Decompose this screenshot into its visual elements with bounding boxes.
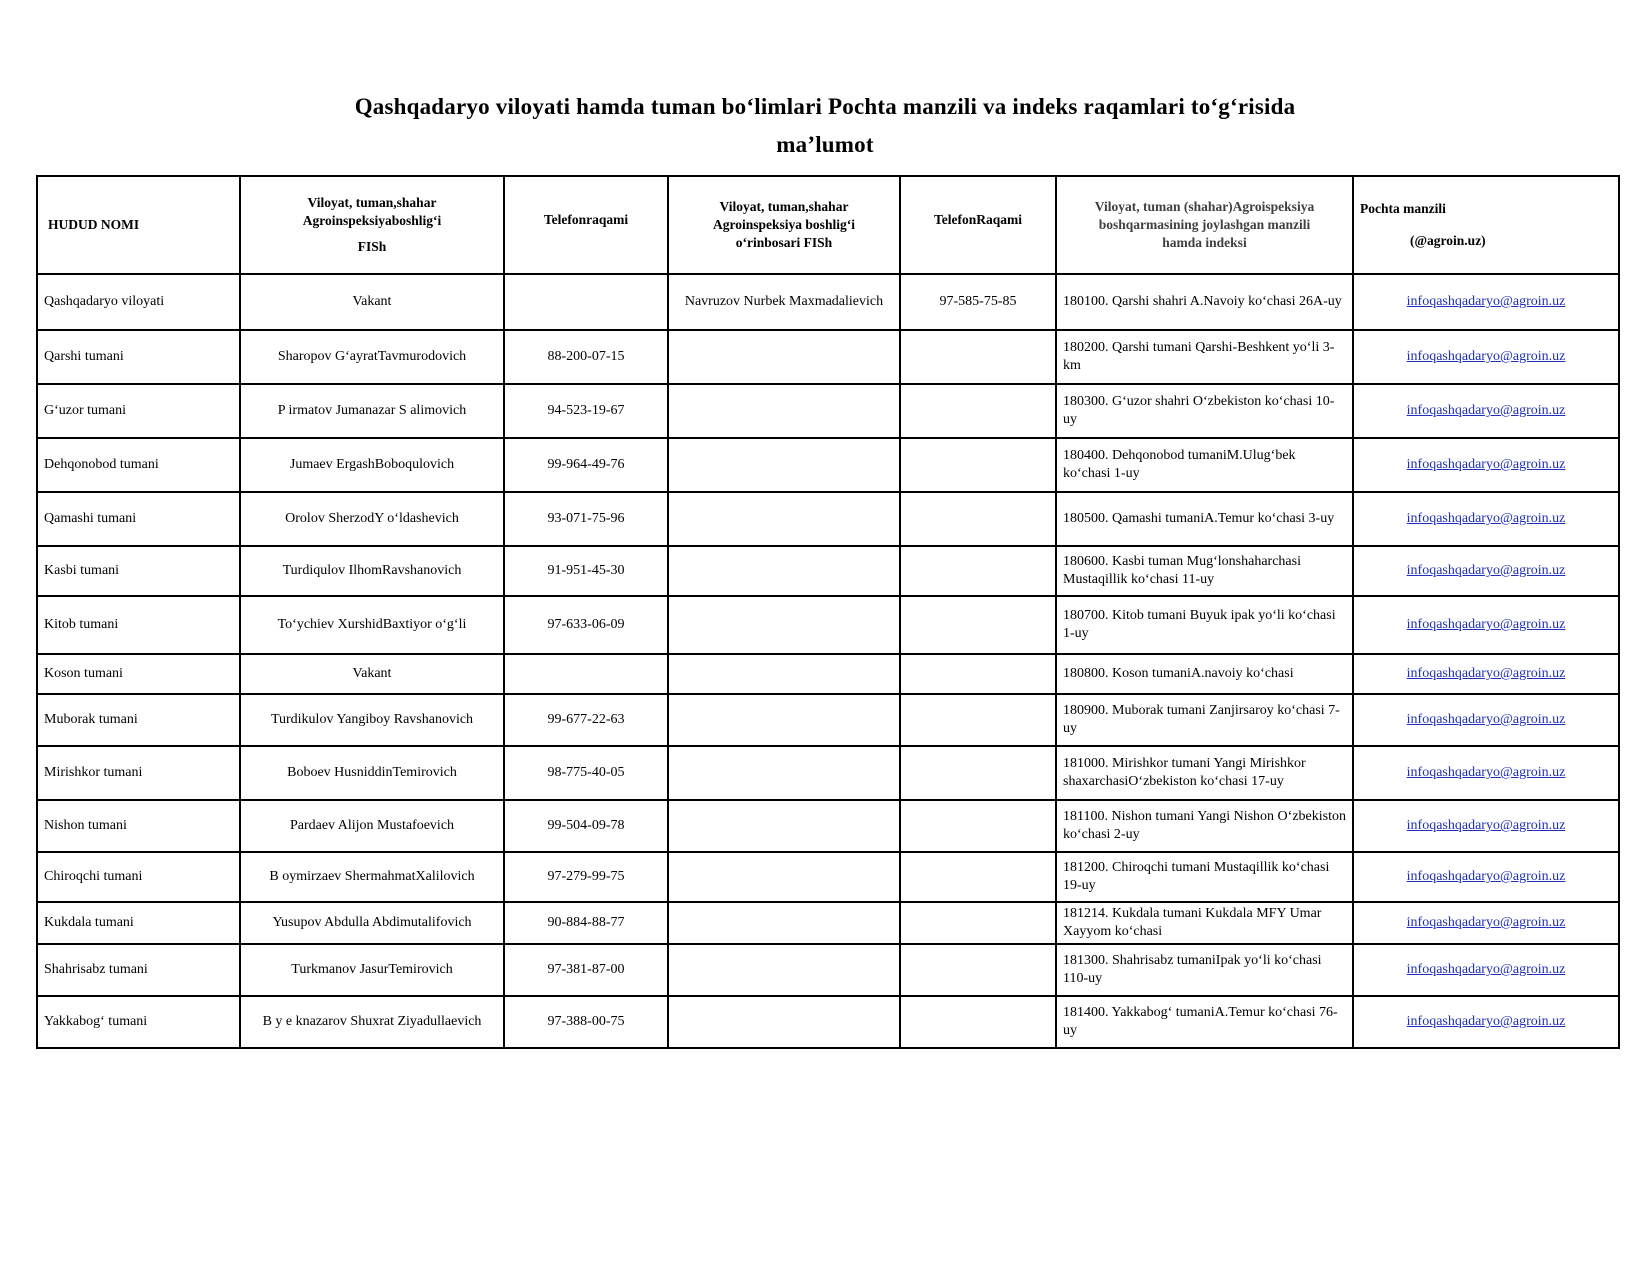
cell-deputy-name-text: Navruzov Nurbek Maxmadalievich [684, 294, 884, 309]
email-link[interactable]: infoqashqadaryo@agroin.uz [1406, 511, 1566, 526]
email-link[interactable]: infoqashqadaryo@agroin.uz [1406, 457, 1566, 472]
cell-phone-text: 97-381-87-00 [547, 962, 625, 977]
cell-address-text: 180400. Dehqonobod tumaniM.Ulugʻbek koʻchasi 1-uy [1063, 448, 1296, 481]
cell-head-name-text: Yusupov Abdulla Abdimutalifovich [272, 915, 472, 930]
table-row [37, 996, 1619, 1048]
cell-region [37, 800, 240, 852]
cell-head-name-text: B y e knazarov Shuxrat Ziyadullaevich [262, 1014, 482, 1029]
cell-head-name-text: Turkmanov JasurTemirovich [291, 962, 453, 977]
cell-head-name-text: Sharopov GʻayratTavmurodovich [277, 349, 467, 364]
email-link[interactable]: infoqashqadaryo@agroin.uz [1406, 349, 1566, 364]
cell-address [1056, 596, 1353, 654]
cell-head-name [240, 902, 504, 944]
cell-phone-text: 97-279-99-75 [547, 869, 625, 884]
cell-region-text: Nishon tumani [44, 818, 127, 833]
cell-email [1353, 902, 1619, 944]
cell-region [37, 330, 240, 384]
header-address: Viloyat, tuman (shahar)Agroispeksiya boshqarmasining joylashgan manzili hamda indeksi [1056, 176, 1353, 274]
cell-head-name [240, 800, 504, 852]
cell-phone-text: 99-964-49-76 [547, 457, 625, 472]
cell-phone [504, 546, 668, 596]
table-row [37, 492, 1619, 546]
cell-deputy-phone [900, 330, 1056, 384]
email-link[interactable]: infoqashqadaryo@agroin.uz [1406, 563, 1566, 578]
title-line-2: maʼlumot [776, 132, 874, 157]
cell-deputy-name [668, 596, 900, 654]
cell-phone-text: 98-775-40-05 [547, 765, 625, 780]
cell-deputy-phone [900, 800, 1056, 852]
cell-phone-text: 99-677-22-63 [547, 712, 625, 727]
table-row [37, 596, 1619, 654]
cell-region [37, 852, 240, 902]
cell-address-text: 180300. Gʻuzor shahri Oʻzbekiston koʻchasi 10-uy [1063, 394, 1335, 427]
cell-phone [504, 944, 668, 996]
cell-address [1056, 438, 1353, 492]
cell-region-text: Mirishkor tumani [44, 765, 143, 780]
cell-region [37, 746, 240, 800]
cell-phone-text: 94-523-19-67 [547, 403, 625, 418]
cell-region [37, 384, 240, 438]
cell-deputy-name [668, 438, 900, 492]
cell-phone [504, 596, 668, 654]
email-link[interactable]: infoqashqadaryo@agroin.uz [1406, 1014, 1566, 1029]
cell-deputy-phone [900, 852, 1056, 902]
cell-address-text: 180900. Muborak tumani Zanjirsaroy koʻchasi 7-uy [1063, 703, 1340, 736]
cell-deputy-name [668, 694, 900, 746]
cell-head-name-text: Boboev HusniddinTemirovich [287, 765, 457, 780]
cell-head-name-text: Jumaev ErgashBoboqulovich [289, 457, 455, 472]
cell-deputy-name [668, 492, 900, 546]
cell-head-name-text: P irmatov Jumanazar S alimovich [277, 403, 467, 418]
cell-region-text: Kukdala tumani [44, 915, 134, 930]
cell-address [1056, 330, 1353, 384]
cell-deputy-phone [900, 492, 1056, 546]
cell-email [1353, 800, 1619, 852]
cell-deputy-phone [900, 596, 1056, 654]
cell-address [1056, 944, 1353, 996]
cell-region [37, 654, 240, 694]
cell-address-text: 181000. Mirishkor tumani Yangi Mirishkor shaxarchasiOʻzbekiston koʻchasi 17-uy [1063, 756, 1306, 789]
header-mail: Pochta manzili (@agroin.uz) [1353, 176, 1619, 274]
cell-head-name [240, 944, 504, 996]
cell-region [37, 438, 240, 492]
cell-head-name [240, 694, 504, 746]
cell-region-text: Koson tumani [44, 666, 123, 681]
cell-email [1353, 546, 1619, 596]
email-link[interactable]: infoqashqadaryo@agroin.uz [1406, 712, 1566, 727]
cell-deputy-name [668, 654, 900, 694]
cell-head-name-text: Turdiqulov IlhomRavshanovich [282, 563, 462, 578]
cell-address-text: 180700. Kitob tumani Buyuk ipak yoʻli koʻchasi 1-uy [1063, 608, 1336, 641]
cell-phone-text: 90-884-88-77 [547, 915, 625, 930]
cell-region [37, 902, 240, 944]
cell-head-name [240, 852, 504, 902]
cell-region [37, 596, 240, 654]
title-line-1: Qashqadaryo viloyati hamda tuman boʻlimlari Pochta manzili va indeks raqamlari toʻgʻrisida [354, 94, 1296, 119]
cell-deputy-name [668, 944, 900, 996]
cell-address-text: 181400. Yakkabogʻ tumaniA.Temur koʻchasi 76-uy [1063, 1005, 1338, 1038]
email-link[interactable]: infoqashqadaryo@agroin.uz [1406, 765, 1566, 780]
cell-phone-text: 97-388-00-75 [547, 1014, 625, 1029]
cell-phone [504, 438, 668, 492]
cell-region [37, 546, 240, 596]
cell-head-name-text: Vakant [352, 294, 392, 309]
cell-email [1353, 438, 1619, 492]
cell-head-name [240, 596, 504, 654]
cell-address-text: 181100. Nishon tumani Yangi Nishon Oʻzbekiston koʻchasi 2-uy [1063, 809, 1346, 842]
cell-deputy-phone [900, 746, 1056, 800]
cell-phone [504, 996, 668, 1048]
cell-deputy-phone [900, 694, 1056, 746]
header-deputy-phone: TelefonRaqami [900, 176, 1056, 274]
table-row [37, 330, 1619, 384]
cell-address [1056, 654, 1353, 694]
cell-address-text: 180800. Koson tumaniA.navoiy koʻchasi [1063, 666, 1294, 681]
cell-phone [504, 330, 668, 384]
table-row [37, 944, 1619, 996]
cell-phone [504, 852, 668, 902]
cell-head-name [240, 996, 504, 1048]
cell-email [1353, 492, 1619, 546]
cell-head-name [240, 438, 504, 492]
cell-region [37, 274, 240, 330]
cell-head-name-text: Turdikulov Yangiboy Ravshanovich [270, 712, 474, 727]
cell-deputy-phone [900, 944, 1056, 996]
cell-head-name [240, 330, 504, 384]
cell-head-name-text: Vakant [352, 666, 392, 681]
cell-deputy-phone [900, 996, 1056, 1048]
cell-address-text: 180600. Kasbi tuman Mugʻlonshaharchasi Mustaqillik koʻchasi 11-uy [1063, 554, 1301, 587]
email-link[interactable]: infoqashqadaryo@agroin.uz [1406, 869, 1566, 884]
cell-email [1353, 852, 1619, 902]
cell-region [37, 694, 240, 746]
table-row [37, 694, 1619, 746]
cell-phone [504, 902, 668, 944]
cell-phone [504, 654, 668, 694]
table-row [37, 274, 1619, 330]
agroinspection-table [36, 175, 1620, 1049]
cell-phone [504, 274, 668, 330]
cell-deputy-name [668, 852, 900, 902]
cell-email [1353, 384, 1619, 438]
cell-address [1056, 902, 1353, 944]
cell-email [1353, 274, 1619, 330]
cell-head-name-text: B oymirzaev ShermahmatXalilovich [269, 869, 475, 884]
email-link[interactable]: infoqashqadaryo@agroin.uz [1406, 617, 1566, 632]
table-header-row [37, 176, 1619, 274]
email-link[interactable]: infoqashqadaryo@agroin.uz [1406, 915, 1566, 930]
header-phone: Telefonraqami [504, 176, 668, 274]
cell-address-text: 180500. Qamashi tumaniA.Temur koʻchasi 3-uy [1063, 511, 1335, 526]
cell-phone-text: 99-504-09-78 [547, 818, 625, 833]
cell-phone-text: 93-071-75-96 [547, 511, 625, 526]
cell-phone-text: 88-200-07-15 [547, 349, 625, 364]
cell-region-text: Muborak tumani [44, 712, 138, 727]
cell-head-name-text: Orolov SherzodY oʻldashevich [285, 511, 459, 526]
cell-address [1056, 852, 1353, 902]
cell-deputy-phone [900, 384, 1056, 438]
cell-region-text: Qamashi tumani [44, 511, 137, 526]
cell-deputy-name [668, 330, 900, 384]
cell-deputy-name [668, 800, 900, 852]
email-link[interactable]: infoqashqadaryo@agroin.uz [1406, 666, 1566, 681]
cell-deputy-name [668, 746, 900, 800]
cell-address [1056, 492, 1353, 546]
cell-phone [504, 746, 668, 800]
cell-address-text: 181200. Chiroqchi tumani Mustaqillik koʻchasi 19-uy [1063, 860, 1330, 893]
cell-head-name [240, 746, 504, 800]
cell-email [1353, 746, 1619, 800]
cell-region-text: Kitob tumani [44, 617, 119, 632]
table-row [37, 746, 1619, 800]
table-row [37, 902, 1619, 944]
cell-deputy-name [668, 274, 900, 330]
cell-phone-text: 91-951-45-30 [547, 563, 625, 578]
email-link[interactable]: infoqashqadaryo@agroin.uz [1406, 294, 1566, 309]
cell-email [1353, 996, 1619, 1048]
cell-phone [504, 384, 668, 438]
cell-deputy-phone [900, 546, 1056, 596]
table-row [37, 800, 1619, 852]
cell-deputy-phone [900, 438, 1056, 492]
cell-deputy-name [668, 996, 900, 1048]
cell-address-text: 180100. Qarshi shahri A.Navoiy koʻchasi 26A-uy [1063, 294, 1342, 309]
cell-region-text: Chiroqchi tumani [44, 869, 143, 884]
cell-deputy-name [668, 384, 900, 438]
email-link[interactable]: infoqashqadaryo@agroin.uz [1406, 818, 1566, 833]
cell-deputy-phone [900, 902, 1056, 944]
cell-head-name [240, 384, 504, 438]
cell-region-text: Yakkabogʻ tumani [44, 1014, 148, 1029]
cell-email [1353, 654, 1619, 694]
header-head-fish: Viloyat, tuman,shahar Agroinspeksiyaboshligʻi FISh [240, 176, 504, 274]
cell-region [37, 492, 240, 546]
cell-deputy-phone [900, 654, 1056, 694]
cell-phone [504, 492, 668, 546]
cell-region [37, 996, 240, 1048]
header-region: HUDUD NOMI [37, 176, 240, 274]
email-link[interactable]: infoqashqadaryo@agroin.uz [1406, 403, 1566, 418]
cell-email [1353, 694, 1619, 746]
cell-phone [504, 694, 668, 746]
cell-email [1353, 596, 1619, 654]
cell-address-text: 181300. Shahrisabz tumaniIpak yoʻli koʻchasi 110-uy [1063, 953, 1322, 986]
cell-address [1056, 384, 1353, 438]
cell-address-text: 180200. Qarshi tumani Qarshi-Beshkent yoʻli 3-km [1063, 340, 1335, 373]
cell-phone-text: 97-633-06-09 [547, 617, 625, 632]
cell-deputy-name [668, 546, 900, 596]
cell-head-name [240, 274, 504, 330]
cell-address [1056, 546, 1353, 596]
cell-address-text: 181214. Kukdala tumani Kukdala MFY Umar Xayyom koʻchasi [1063, 906, 1322, 939]
cell-address [1056, 746, 1353, 800]
cell-deputy-phone-text: 97-585-75-85 [939, 294, 1017, 309]
cell-region-text: Qashqadaryo viloyati [44, 294, 165, 309]
cell-region-text: Dehqonobod tumani [44, 457, 159, 472]
cell-region-text: Kasbi tumani [44, 563, 120, 578]
cell-email [1353, 944, 1619, 996]
cell-address [1056, 800, 1353, 852]
cell-address [1056, 694, 1353, 746]
table-row [37, 654, 1619, 694]
cell-region [37, 944, 240, 996]
cell-deputy-name [668, 902, 900, 944]
cell-head-name-text: Toʻychiev XurshidBaxtiyor oʻgʻli [277, 617, 467, 632]
cell-email [1353, 330, 1619, 384]
cell-address [1056, 274, 1353, 330]
email-link[interactable]: infoqashqadaryo@agroin.uz [1406, 962, 1566, 977]
cell-head-name [240, 492, 504, 546]
cell-phone [504, 800, 668, 852]
header-deputy-fish: Viloyat, tuman,shahar Agroinspeksiya boshligʻi oʻrinbosari FISh [668, 176, 900, 274]
cell-head-name-text: Pardaev Alijon Mustafoevich [289, 818, 455, 833]
cell-address [1056, 996, 1353, 1048]
table-row [37, 852, 1619, 902]
cell-region-text: Shahrisabz tumani [44, 962, 148, 977]
cell-region-text: Gʻuzor tumani [44, 403, 127, 418]
cell-head-name [240, 654, 504, 694]
table-row [37, 438, 1619, 492]
document-title [0, 88, 1650, 164]
cell-region-text: Qarshi tumani [44, 349, 124, 364]
table-row [37, 384, 1619, 438]
cell-head-name [240, 546, 504, 596]
table-row [37, 546, 1619, 596]
cell-deputy-phone [900, 274, 1056, 330]
